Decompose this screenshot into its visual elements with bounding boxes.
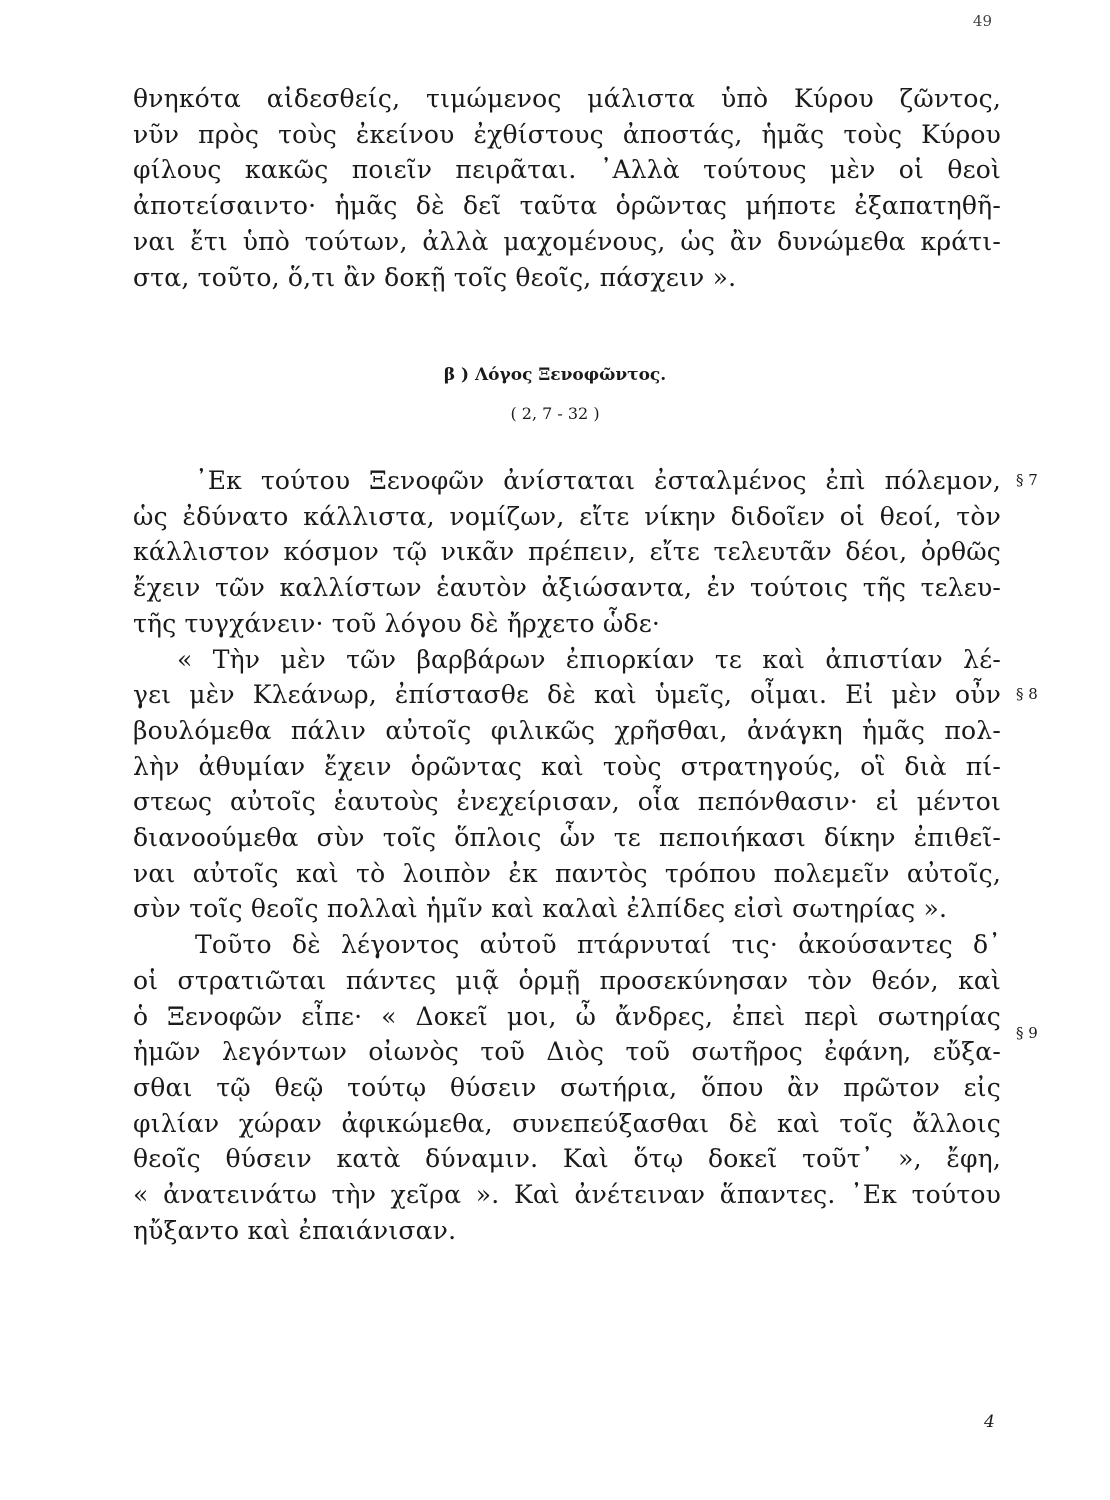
- text-line: « ἀνατεινάτω τὴν χεῖρα ». Καὶ ἀνέτειναν ἅπαντες. ᾿Εκ τούτου: [133, 1180, 1001, 1210]
- text-line: ἀποτείσαιντο· ἡμᾶς δὲ δεῖ ταῦτα ὁρῶντας μήποτε ἐξαπατηθῆ-: [133, 191, 1001, 221]
- section-heading: β ) Λόγος Ξενοφῶντος.: [443, 365, 667, 385]
- section-mark: § 7: [1016, 471, 1038, 489]
- text-line: οἱ στρατιῶται πάντες μιᾷ ὁρμῇ προσεκύνησαν τὸν θεόν, καὶ: [133, 965, 1001, 995]
- text-line: « Τὴν μὲν τῶν βαρβάρων ἐπιορκίαν τε καὶ ἀπιστίαν λέ-: [177, 644, 1001, 674]
- top-paragraph: [133, 81, 1001, 295]
- text-line: θνηκότα αἰδεσθείς, τιμώμενος μάλιστα ὑπὸ Κύρου ζῶντος,: [133, 84, 1001, 113]
- text-line: σὺν τοῖς θεοῖς πολλαὶ ἡμῖν καὶ καλαὶ ἐλπίδες εἰσὶ σωτηρίας ».: [133, 894, 948, 924]
- text-line: διανοούμεθα σὺν τοῖς ὅπλοις ὧν τε πεποιήκασι δίκην ἐπιθεῖ-: [133, 823, 1001, 853]
- text-line: βουλόμεθα πάλιν αὐτοῖς φιλικῶς χρῆσθαι, ἀνάγκη ἡμᾶς πολ-: [133, 715, 1001, 745]
- text-line: φιλίαν χώραν ἀφικώμεθα, συνεπεύξασθαι δὲ καὶ τοῖς ἄλλοις: [133, 1108, 1001, 1138]
- signature-mark: 4: [984, 1412, 995, 1432]
- text-line: τῆς τυγχάνειν· τοῦ λόγου δὲ ἤρχετο ὧδε·: [133, 608, 661, 638]
- text-line: στα, τοῦτο, ὅ,τι ἂν δοκῇ τοῖς θεοῖς, πάσχειν ».: [133, 262, 737, 292]
- text-line: λὴν ἀθυμίαν ἔχειν ὁρῶντας καὶ τοὺς στρατηγούς, οἳ διὰ πί-: [133, 751, 1001, 781]
- text-line: ὡς ἐδύνατο κάλλιστα, νομίζων, εἴτε νίκην διδοῖεν οἱ θεοί, τὸν: [133, 501, 1001, 531]
- text-line: στεως αὐτοῖς ἑαυτοὺς ἐνεχείρισαν, οἷα πεπόνθασιν· εἰ μέντοι: [133, 787, 1001, 817]
- text-line: ηὔξαντο καὶ ἐπαιάνισαν.: [133, 1215, 457, 1245]
- text-line: νῦν πρὸς τοὺς ἐκείνου ἐχθίστους ἀποστάς, ἡμᾶς τοὺς Κύρου: [133, 119, 1001, 149]
- text-line: ναι ἔτι ὑπὸ τούτων, ἀλλὰ μαχομένους, ὡς ἂν δυνώμεθα κράτι-: [133, 226, 1001, 256]
- main-text: [133, 463, 1001, 1248]
- text-line: ἔχειν τῶν καλλίστων ἑαυτὸν ἀξιώσαντα, ἐν τούτοις τῆς τελευ-: [133, 573, 1001, 603]
- text-line: Τοῦτο δὲ λέγοντος αὐτοῦ πτάρνυταί τις· ἀκούσαντες δ᾿: [195, 930, 1001, 960]
- section-mark: § 9: [1016, 1024, 1038, 1042]
- text-line: ᾿Εκ τούτου Ξενοφῶν ἀνίσταται ἐσταλμένος ἐπὶ πόλεμον,: [195, 466, 1001, 495]
- text-line: κάλλιστον κόσμον τῷ νικᾶν πρέπειν, εἴτε τελευτᾶν δέοι, ὀρθῶς: [133, 537, 1001, 567]
- text-line: ναι αὐτοῖς καὶ τὸ λοιπὸν ἐκ παντὸς τρόπου πολεμεῖν αὐτοῖς,: [133, 858, 1001, 888]
- section-reference: ( 2, 7 - 32 ): [510, 404, 600, 423]
- text-line: θεοῖς θύσειν κατὰ δύναμιν. Καὶ ὅτῳ δοκεῖ τοῦτ᾿ », ἔφη,: [133, 1144, 1001, 1174]
- text-line: γει μὲν Κλεάνωρ, ἐπίστασθε δὲ καὶ ὑμεῖς, οἶμαι. Εἰ μὲν οὖν: [133, 680, 1001, 710]
- text-line: φίλους κακῶς ποιεῖν πειρᾶται. ᾿Αλλὰ τούτους μὲν οἱ θεοὶ: [133, 155, 1001, 185]
- page-number: 49: [972, 12, 992, 30]
- text-line: σθαι τῷ θεῷ τούτῳ θύσειν σωτήρια, ὅπου ἂν πρῶτον εἰς: [133, 1072, 1001, 1102]
- text-line: ἡμῶν λεγόντων οἰωνὸς τοῦ Διὸς τοῦ σωτῆρος ἐφάνη, εὔξα-: [133, 1037, 1001, 1067]
- text-line: ὁ Ξενοφῶν εἶπε· « Δοκεῖ μοι, ὦ ἄνδρες, ἐπεὶ περὶ σωτηρίας: [133, 1001, 1001, 1031]
- section-mark: § 8: [1016, 685, 1038, 703]
